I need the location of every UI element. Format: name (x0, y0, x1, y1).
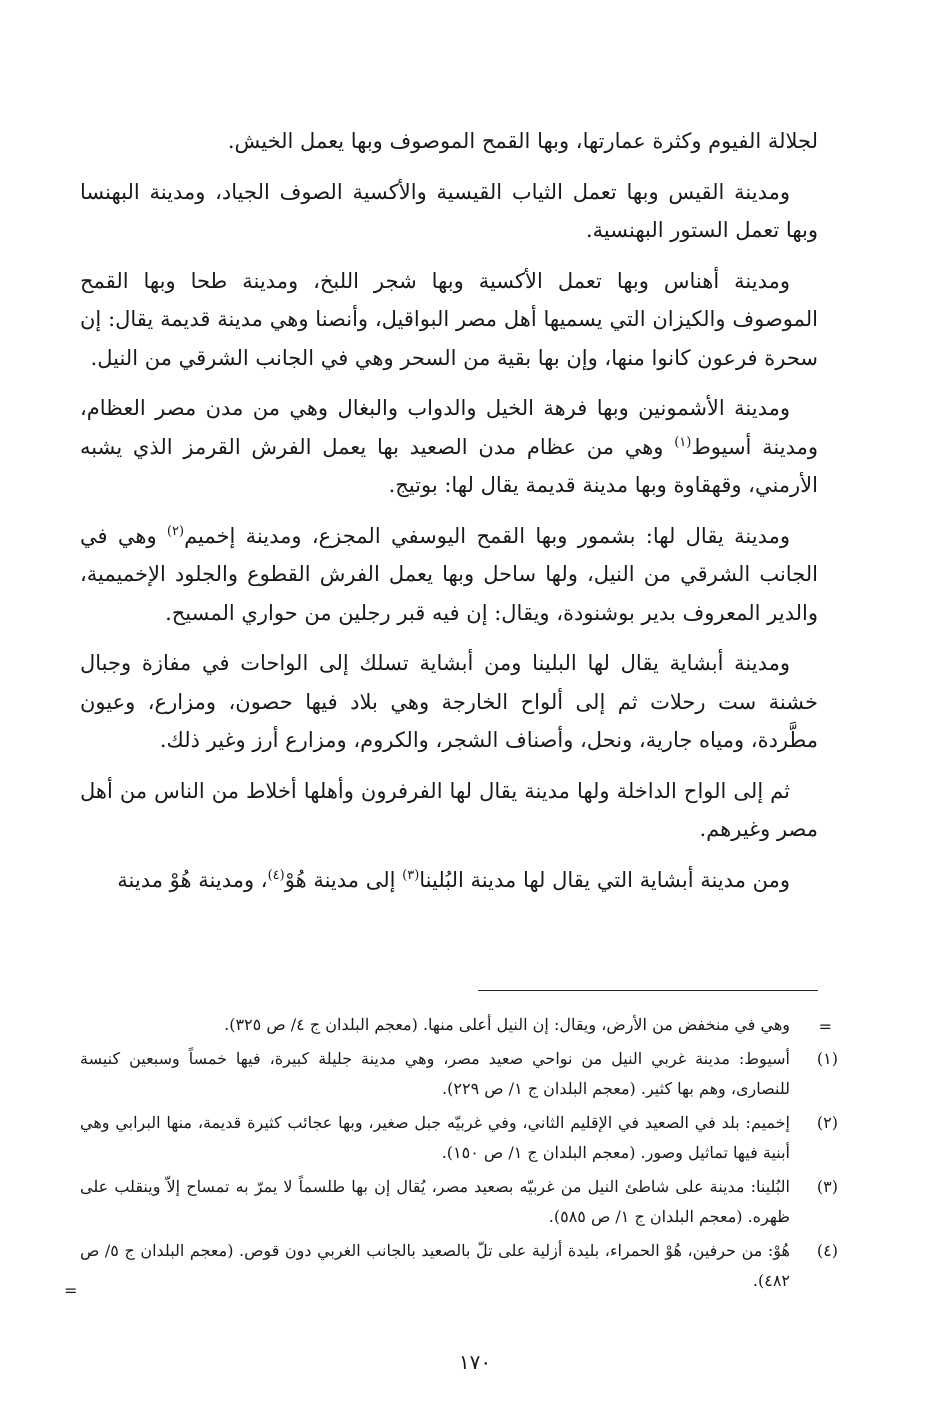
continues-marker: = (64, 1281, 78, 1300)
footnote-ref-3[interactable]: (٣) (402, 867, 420, 883)
footnote-text: إخميم: بلد في الصعيد في الإقليم الثاني، وفي غربيّه جبل صغير، وبها عجائب كثيرة قديمة، منها البرابي وهي أبنية فيها تماثيل وصور. (معجم البلدان ج ١/ ص ١٥٠). (80, 1113, 791, 1162)
paragraph-6: ومدينة أبشاية يقال لها البلينا ومن أبشاية تسلك إلى الواحات في مفازة وجبال خشنة ست رحلات ثم إلى ألواح الخارجة وهي بلاد فيها حصون، ومزارع، وعيون مطَّردة، ومياه جارية، ونحل، وأصناف الشجر، والكروم، ومزارع أرز وغير ذلك. (80, 651, 818, 752)
footnote-4 (80, 1236, 838, 1296)
footnote-separator (478, 990, 818, 991)
footnote-ref-1[interactable]: (١) (674, 434, 692, 450)
paragraph-8: ومن مدينة أبشاية التي يقال لها مدينة البُلينا$^{(٣)}$ إلى مدينة هُوْ$^{(٤)}$، ومدينة هُوْ مدينة (117, 867, 790, 892)
footnote-2 (80, 1108, 838, 1168)
footnotes (80, 1010, 838, 1300)
page-number: ١٧٠ (458, 1350, 492, 1374)
paragraph-7: ثم إلى الواح الداخلة ولها مدينة يقال لها الفرفرون وأهلها أخلاط من الناس من أهل مصر وغيرهم. (80, 778, 818, 841)
footnote-1 (80, 1044, 838, 1104)
footnote-number: (٣) (816, 1177, 838, 1196)
footnote-text: هُوْ: من حرفين، هُوْ الحمراء، بليدة أزلية على تلّ بالصعيد بالجانب الغربي دون قوص. (معجم البلدان ج ٥/ ص ٤٨٢). (80, 1241, 790, 1290)
footnote-continued-text: وهي في منخفض من الأرض، ويقال: إن النيل أعلى منها. (معجم البلدان ج ٤/ ص ٣٢٥). (224, 1015, 790, 1034)
continued-marker: = (818, 1017, 832, 1036)
footnote-number: (٤) (816, 1241, 838, 1260)
footnote-continued (80, 1010, 838, 1040)
paragraph-5: ومدينة يقال لها: بشمور وبها القمح اليوسفي المجزع، ومدينة إخميم$^{(٢)}$ وهي في الجانب الشرقي من النيل، ولها ساحل وبها يعمل الفرش القطوع والجلود الإخميمية، والدير المعروف بدير بوشنودة، ويقال: إن فيه قبر رجلين من حواري المسيح. (80, 523, 818, 625)
paragraph-2: ومدينة القيس وبها تعمل الثياب القيسية والأكسية الصوف الجياد، ومدينة البهنسا وبها تعمل الستور البهنسية. (80, 179, 818, 242)
paragraph-1: لجلالة الفيوم وكثرة عمارتها، وبها القمح الموصوف وبها يعمل الخيش. (227, 129, 818, 153)
footnote-text: أسيوط: مدينة غربي النيل من نواحي صعيد مصر، وهي مدينة جليلة كبيرة، فيها خمساً وسبعين كنيسة للنصارى، وهم بها كثير. (معجم البلدان ج ١/ ص ٢٢٩). (80, 1049, 790, 1098)
paragraph-3: ومدينة أهناس وبها تعمل الأكسية وبها شجر اللبخ، ومدينة طحا وبها القمح الموصوف والكيزان التي يسميها أهل مصر البواقيل، وأنصنا وهي مدينة قديمة يقال: إن سحرة فرعون كانوا منها، وإن بها بقية من السحر وهي في الجانب الشرقي من النيل. (80, 268, 818, 370)
footnote-number: (١) (816, 1049, 838, 1068)
footnote-text: البُلينا: مدينة على شاطئ النيل من غربيّه بصعيد مصر، يُقال إن بها طلسماً لا يمرّ به تمساح إلاّ وينقلب على ظهره. (معجم البلدان ج ١/ ص ٥٨٥). (80, 1177, 790, 1226)
main-text (80, 122, 818, 911)
footnote-3 (80, 1172, 838, 1232)
footnote-ref-2[interactable]: (٢) (166, 523, 185, 539)
footnote-number: (٢) (816, 1113, 838, 1132)
paragraph-4: ومدينة الأشمونين وبها فرهة الخيل والدواب والبغال وهي من مدن مصر العظام، ومدينة أسيوط$^{(١)}$ وهي من عظام مدن الصعيد بها يعمل الفرش القرمز الذي يشبه الأرمني، وقهقاوة وبها مدينة قديمة يقال لها: بوتيج. (80, 396, 818, 497)
footnote-ref-4[interactable]: (٤) (267, 867, 285, 883)
